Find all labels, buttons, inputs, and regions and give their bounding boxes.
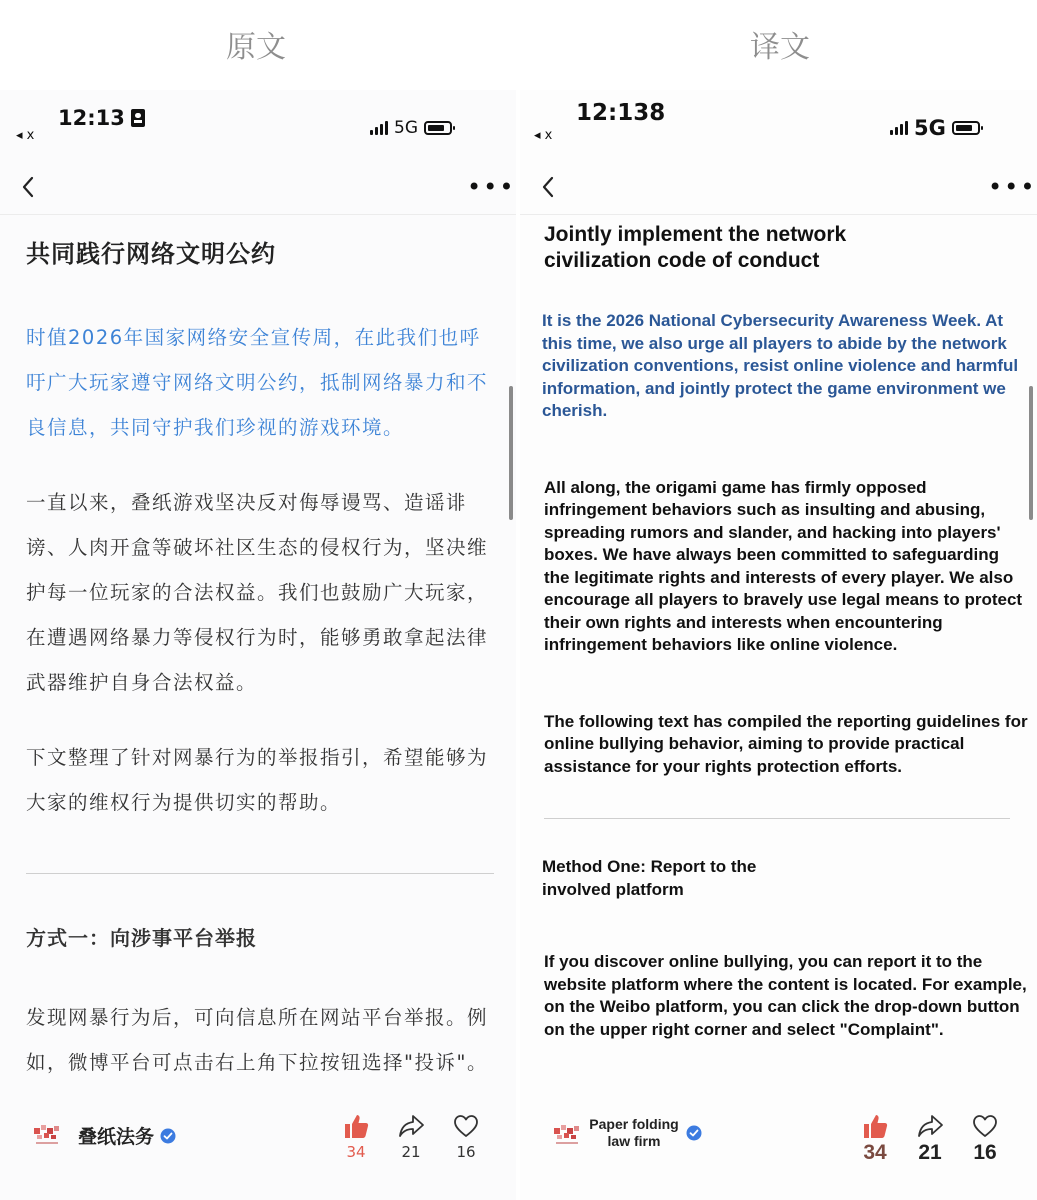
favorite-count: 16 (456, 1143, 476, 1161)
article-lead: 时值2026年国家网络安全宣传周，在此我们也呼吁广大玩家遵守网络文明公约，抵制网络暴力和不良信息，共同守护我们珍视的游戏环境。 (26, 326, 489, 439)
article-paragraph-3: 发现网暴行为后，可向信息所在网站平台举报。例如，微博平台可点击右上角下拉按钮选择"投诉"。 (26, 1006, 489, 1074)
article-paragraph-2: 下文整理了针对网暴行为的举报指引，希望能够为大家的维权行为提供切实的帮助。 (26, 746, 489, 814)
author[interactable] (78, 1122, 176, 1149)
scrollbar[interactable] (509, 386, 513, 520)
article-body (26, 218, 494, 1100)
favorite-button[interactable] (450, 1112, 482, 1161)
share-count: 21 (918, 1141, 942, 1164)
like-count: 34 (863, 1141, 887, 1164)
article-paragraph-1: 一直以来，叠纸游戏坚决反对侮辱谩骂、造谣诽谤、人肉开盒等破坏社区生态的侵权行为，坚决维护每一位玩家的合法权益。我们也鼓励广大玩家，在遭遇网络暴力等侵权行为时，能够勇敢拿起法律武器维护自身合法权益。 (26, 491, 489, 694)
section-heading: 方式一：向涉事平台举报 (26, 926, 257, 950)
nav-divider (0, 214, 516, 215)
more-icon[interactable]: ••• (988, 173, 1037, 201)
share-icon (916, 1112, 944, 1140)
nav-divider (520, 214, 1037, 215)
network-type: 5G (914, 116, 946, 140)
author[interactable] (588, 1116, 702, 1150)
article-lead: It is the 2026 National Cybersecurity Awareness Week. At this time, we also urge all players to abide by the network civilization conventions, resist online violence and harmful information, and jointly protect the game environment we cherish. (542, 311, 1019, 420)
bottom-bar (520, 1096, 1037, 1200)
original-screenshot (0, 90, 516, 1200)
share-button[interactable] (913, 1112, 947, 1165)
battery-icon (424, 121, 452, 135)
share-count: 21 (401, 1143, 421, 1161)
favorite-count: 16 (973, 1141, 997, 1164)
status-back-app[interactable]: ◂ x (534, 128, 553, 143)
back-chevron-icon[interactable] (18, 172, 38, 202)
article-body (542, 218, 1028, 1100)
translated-label: 译文 (750, 30, 810, 65)
author-name: 叠纸法务 (78, 1126, 155, 1148)
article-paragraph-3: If you discover online bullying, you can report it to the website platform where the content is located. For example, on the Weibo platform, you can click the drop-down button on the upper right corner and select "Complaint". (544, 952, 1027, 1039)
article-paragraph-2: The following text has compiled the reporting guidelines for online bullying behavior, aiming to provide practical assistance for your rights protection efforts. (544, 711, 1028, 776)
share-icon (397, 1112, 425, 1140)
status-indicators (370, 118, 452, 138)
share-button[interactable] (395, 1112, 427, 1161)
scrollbar[interactable] (1029, 386, 1033, 520)
section-heading: Method One: Report to the involved platform (542, 857, 757, 899)
article-paragraph-1: All along, the origami game has firmly opposed infringement behaviors such as insulting and abusing, spreading rumors and slander, and hacking into players' boxes. We have always been committed to safeguarding the legitimate rights and interests of every player. We also encourage all players to bravely use legal means to protect their own rights and interests when encountering infringement behaviors like online violence. (544, 477, 1023, 654)
section-divider (26, 873, 494, 874)
verified-icon (686, 1125, 702, 1141)
favorite-button[interactable] (968, 1112, 1002, 1165)
id-card-icon (131, 109, 145, 127)
status-back-app[interactable]: ◂ x (16, 128, 35, 143)
status-indicators (890, 116, 980, 140)
back-chevron-icon[interactable] (538, 172, 558, 202)
article-title: Jointly implement the network civilization code of conduct (544, 223, 847, 272)
like-button[interactable] (858, 1112, 892, 1165)
like-count: 34 (346, 1143, 366, 1161)
article-title: 共同践行网络文明公约 (26, 240, 276, 268)
signal-icon (370, 121, 388, 135)
more-icon[interactable]: ••• (467, 173, 516, 201)
translated-screenshot (520, 90, 1037, 1200)
like-button[interactable] (340, 1112, 372, 1161)
signal-icon (890, 121, 908, 135)
favorite-icon (971, 1112, 999, 1140)
section-divider (544, 818, 1010, 819)
status-time-text: 12:13 (58, 106, 125, 130)
battery-icon (952, 121, 980, 135)
like-icon (342, 1112, 370, 1140)
author-logo-icon (552, 1124, 582, 1148)
verified-icon (160, 1128, 176, 1144)
bottom-bar (0, 1096, 516, 1200)
network-type: 5G (394, 118, 418, 138)
author-name: Paper folding law firm (589, 1116, 679, 1149)
favorite-icon (452, 1112, 480, 1140)
status-bar-time (58, 106, 145, 130)
like-icon (861, 1112, 889, 1140)
status-bar-time: 12:138 (576, 100, 666, 126)
original-label: 原文 (226, 30, 286, 65)
author-logo-icon (32, 1124, 62, 1148)
